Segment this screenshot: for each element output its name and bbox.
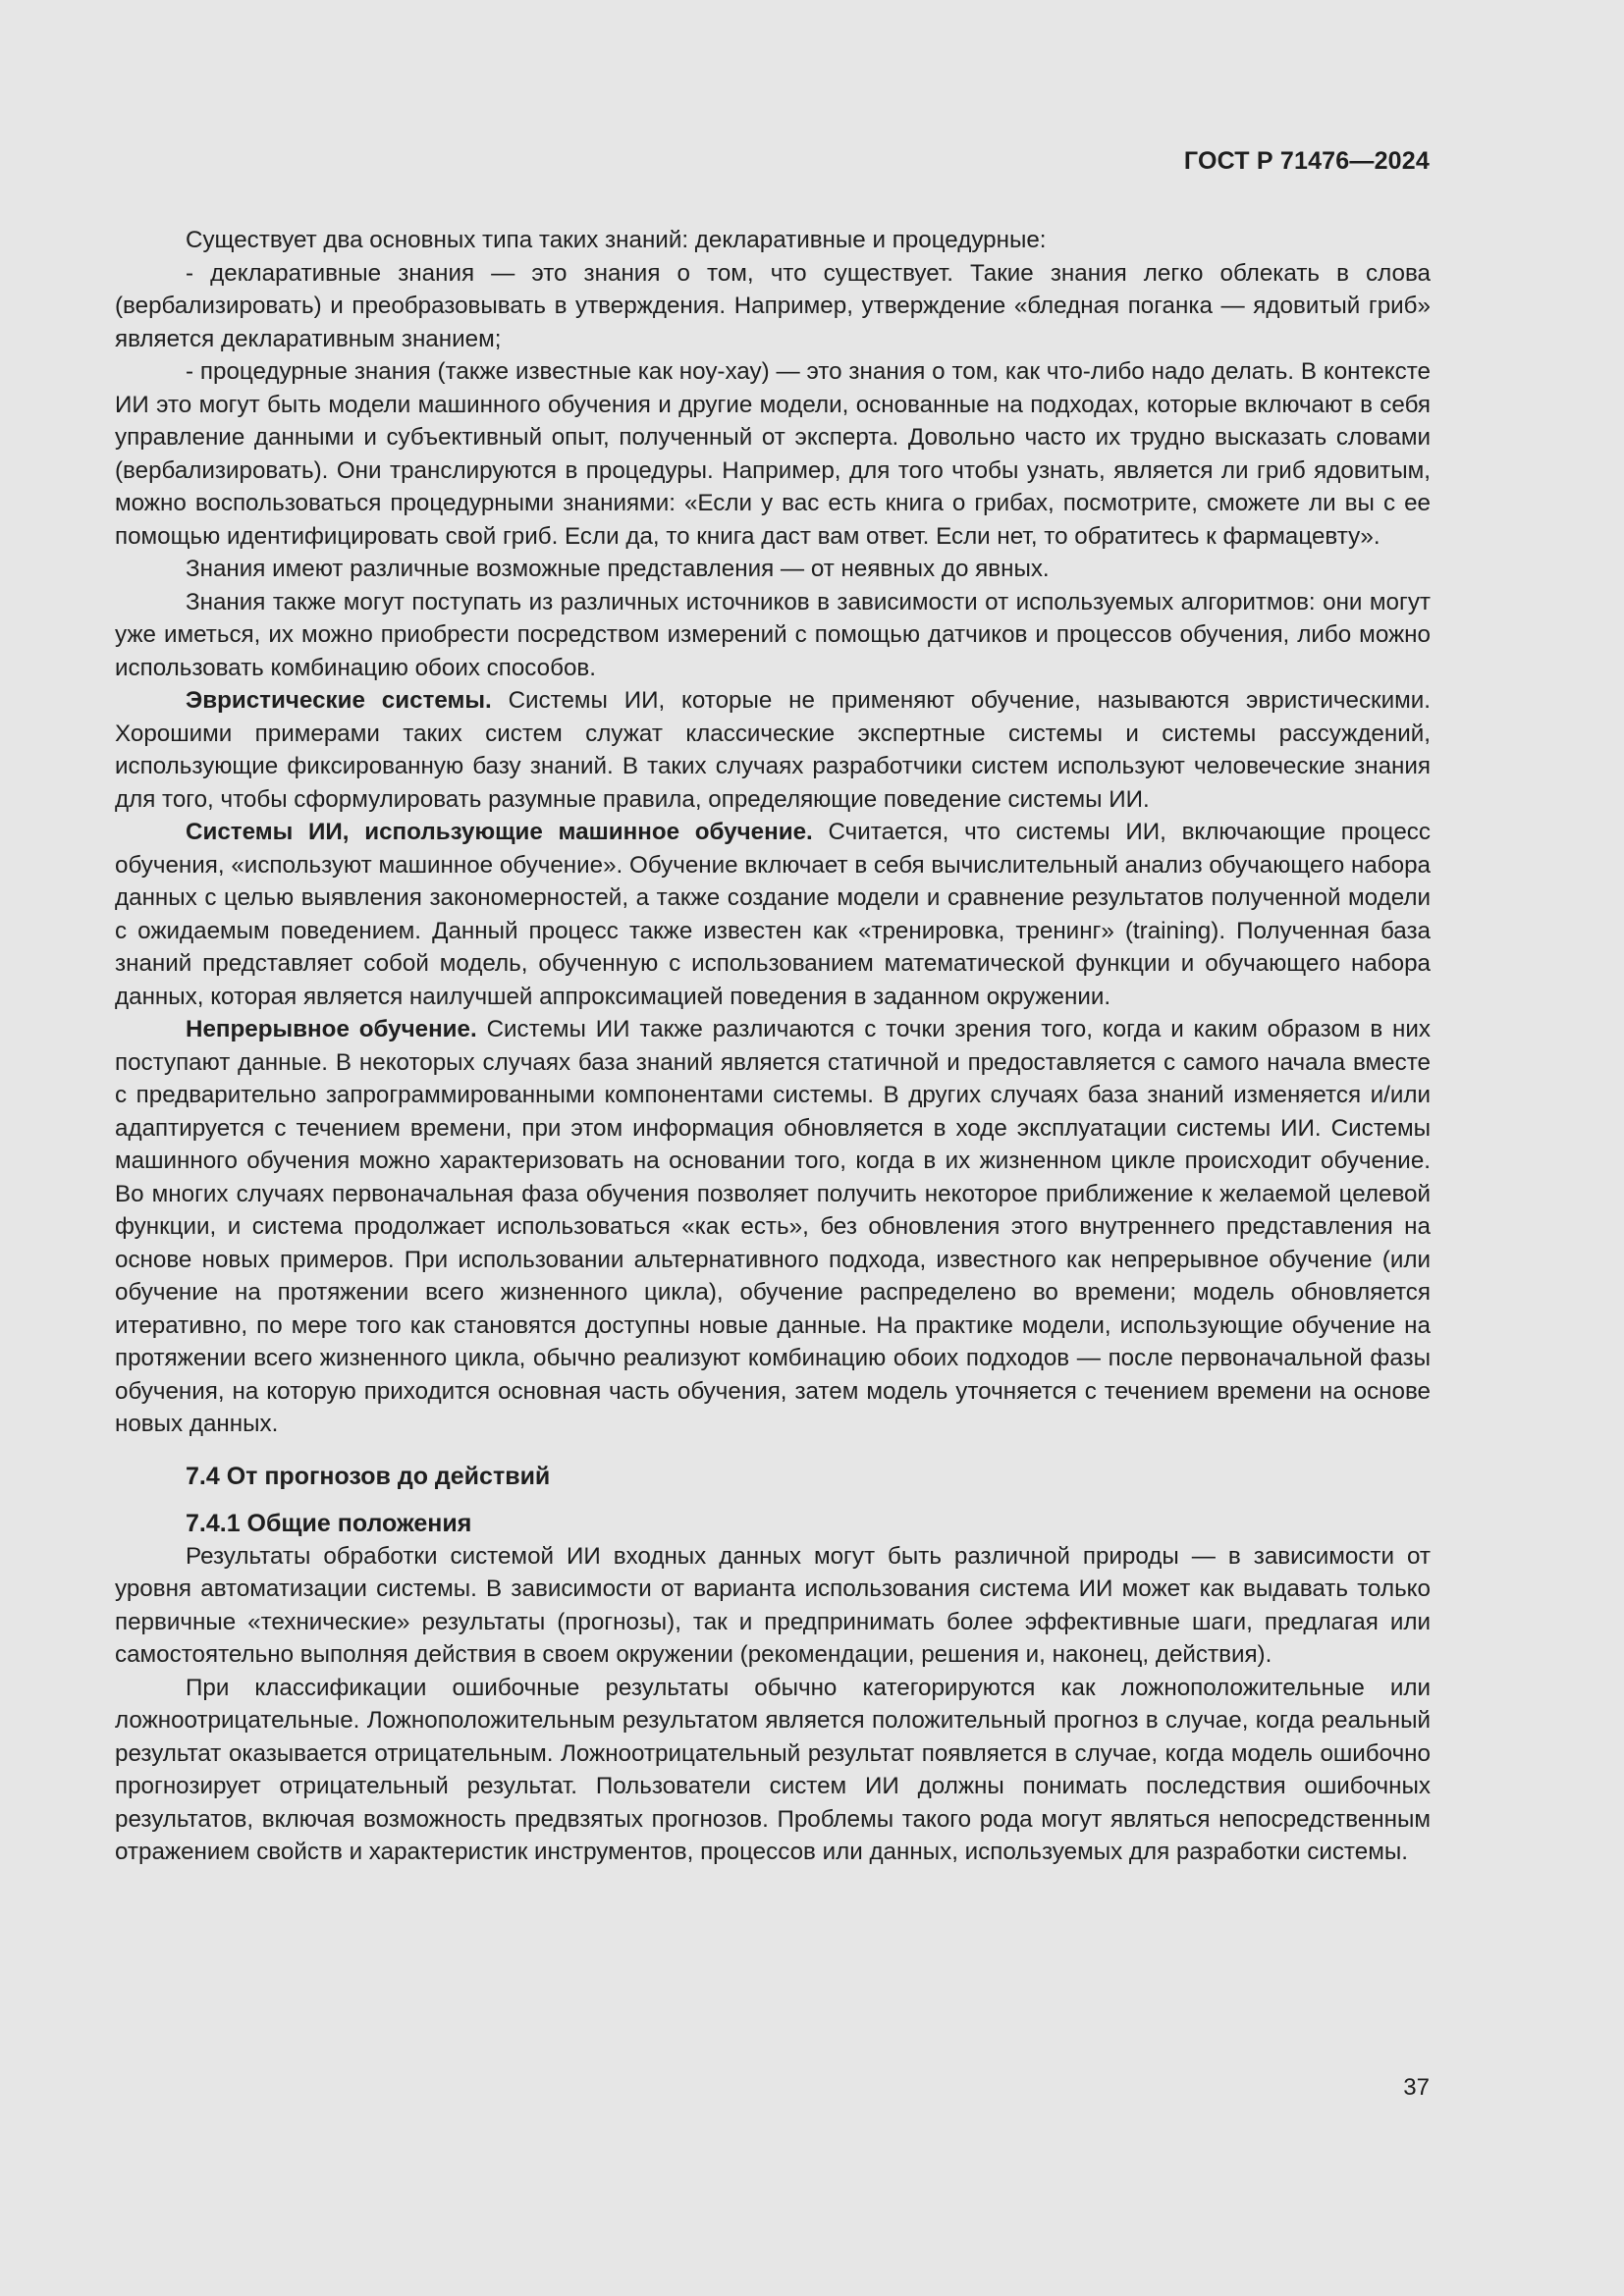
term-ml-systems: Системы ИИ, использующие машинное обучение. xyxy=(186,819,813,845)
section-heading: 7.4 От прогнозов до действий xyxy=(186,1462,551,1490)
subsection-heading: 7.4.1 Общие положения xyxy=(186,1509,472,1537)
list-item-procedural: - процедурные знания (также известные как ноу-хау) — это знания о том, как что-либо надо делать. В контексте ИИ это могут быть модели машинного обучения и другие модели, основанные на подходах, которые включают в себя управление данными и субъективный опыт, полученный от эксперта. Довольно часто их трудно высказать словами (вербализировать). Они транслируются в процедуры. Например, для того чтобы узнать, является ли гриб ядовитым, можно воспользоваться процедурными знаниями: «Если у вас есть книга о грибах, посмотрите, сможете ли вы с ее помощью идентифицировать свой гриб. Если да, то книга даст вам ответ. Если нет, то обратитесь к фармацевту». xyxy=(115,358,1431,550)
paragraph-classification-errors: При классификации ошибочные результаты обычно категорируются как ложноположительные или ложноотрицательные. Ложноположительным результатом является положительный прогноз в случае, когда реальный результат оказывается отрицательным. Ложноотрицательный результат появляется в случае, когда модель ошибочно прогнозирует отрицательный результат. Пользователи систем ИИ должны понимать последствия ошибочных результатов, включая возможность предвзятых прогнозов. Проблемы такого рода могут являться непосредственным отражением свойств и характеристик инструментов, процессов или данных, используемых для разработки системы. xyxy=(115,1674,1431,1865)
document-body xyxy=(115,224,1431,1869)
paragraph-output-nature: Результаты обработки системой ИИ входных данных могут быть различной природы — в зависимости от уровня автоматизации системы. В зависимости от варианта использования система ИИ может как выдавать только первичные «технические» результаты (прогнозы), так и предпринимать более эффективные шаги, предлагая или самостоятельно выполняя действия в своем окружении (рекомендации, решения и, наконец, действия). xyxy=(115,1542,1431,1668)
list-item-declarative: - декларативные знания — это знания о том, что существует. Такие знания легко облекать в слова (вербализировать) и преобразовывать в утверждения. Например, утверждение «бледная поганка — ядовитый гриб» является декларативным знанием; xyxy=(115,259,1431,352)
document-id-header: ГОСТ Р 71476—2024 xyxy=(1183,147,1430,175)
paragraph-heuristic-systems-text: Системы ИИ, которые не применяют обучение, называются эвристическими. Хорошими примерами таких систем служат классические экспертные системы и системы рассуждений, использующие фиксированную базу знаний. В таких случаях разработчики систем используют человеческие знания для того, чтобы сформулировать разумные правила, определяющие поведение системы ИИ. xyxy=(115,687,1431,813)
paragraph-continuous-learning-text: Системы ИИ также различаются с точки зрения того, когда и каким образом в них поступают данные. В некоторых случаях база знаний является статичной и предоставляется с самого начала вместе с предварительно запрограммированными компонентами системы. В других случаях база знаний изменяется и/или адаптируется с течением времени, при этом информация обновляется в ходе эксплуатации системы ИИ. Системы машинного обучения можно характеризовать на основании того, когда в их жизненном цикле происходит обучение. Во многих случаях первоначальная фаза обучения позволяет получить некоторое приближение к желаемой целевой функции, и система продолжает использоваться «как есть», без обновления этого внутреннего представления на основе новых примеров. При использовании альтернативного подхода, известного как непрерывное обучение (или обучение на протяжении всего жизненного цикла), обучение распределено во времени; модель обновляется итеративно, по мере того как становятся доступны новые данные. На практике модели, использующие обучение на протяжении всего жизненного цикла, обычно реализуют комбинацию обоих подходов — после первоначальной фазы обучения, на которую приходится основная часть обучения, затем модель уточняется с течением времени на основе новых данных. xyxy=(115,1016,1432,1437)
paragraph-heuristic-systems xyxy=(115,684,1431,816)
paragraph-ml-systems-text: Считается, что системы ИИ, включающие процесс обучения, «используют машинное обучение». Обучение включает в себя вычислительный анализ обучающего набора данных с целью выявления закономерностей, а также создание модели и сравнение результатов полученной модели с ожидаемым поведением. Данный процесс также известен как «тренировка, тренинг» (training). Полученная база знаний представляет собой модель, обученную с использованием математической функции и обучающего набора данных, которая является наилучшей аппроксимацией поведения в заданном окружении. xyxy=(115,819,1431,1010)
paragraph-knowledge-representations: Знания имеют различные возможные представления — от неявных до явных. xyxy=(186,556,1050,582)
term-continuous-learning: Непрерывное обучение. xyxy=(186,1016,477,1042)
term-heuristic-systems: Эвристические системы. xyxy=(186,687,492,714)
paragraph-continuous-learning xyxy=(115,1013,1431,1441)
paragraph-knowledge-types: Существует два основных типа таких знаний: декларативные и процедурные: xyxy=(186,227,1047,253)
paragraph-knowledge-sources: Знания также могут поступать из различных источников в зависимости от используемых алгоритмов: они могут уже иметься, их можно приобрести посредством измерений с помощью датчиков и процессов обучения, либо можно использовать комбинацию обоих способов. xyxy=(115,588,1431,681)
paragraph-ml-systems xyxy=(115,816,1431,1013)
page-number: 37 xyxy=(1403,2074,1430,2101)
